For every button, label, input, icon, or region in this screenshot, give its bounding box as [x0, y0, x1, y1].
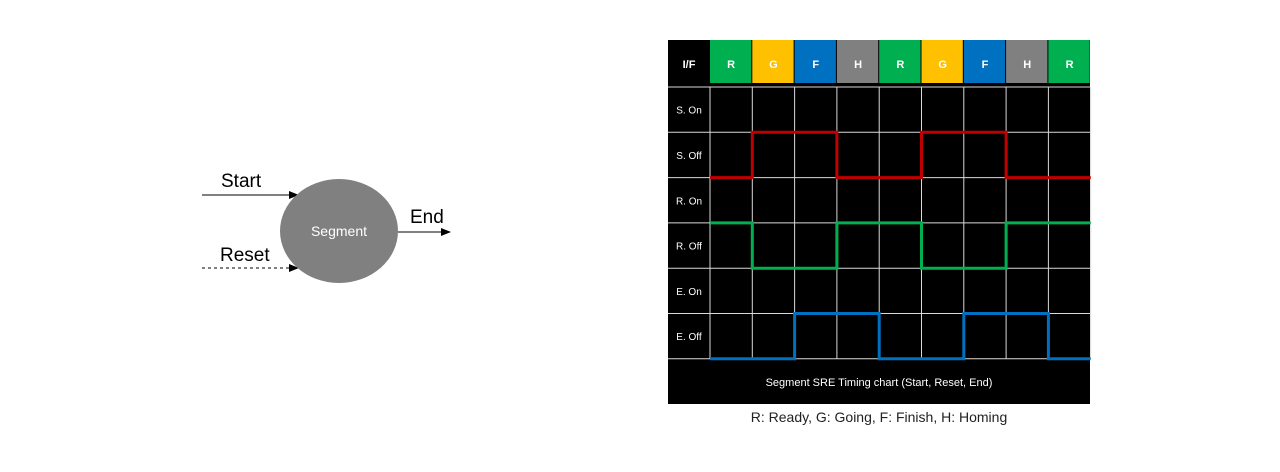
row-label-s-off: S. Off	[676, 150, 702, 162]
header-label-2: G	[769, 59, 778, 71]
row-label-e-off: E. Off	[676, 332, 702, 344]
state-legend: R: Ready, G: Going, F: Finish, H: Homing	[750, 409, 1008, 425]
header-label-8: H	[1023, 59, 1032, 71]
row-label-r-off: R. Off	[676, 241, 702, 253]
row-label-e-on: E. On	[676, 286, 702, 298]
reset-label: Reset	[220, 245, 270, 266]
timing-caption: Segment SRE Timing chart (Start, Reset, End)	[765, 377, 993, 389]
header-label-3: F	[812, 59, 820, 71]
end-label: End	[410, 207, 444, 228]
segment-node-label: Segment	[310, 223, 368, 239]
header-label-5: R	[896, 59, 905, 71]
header-label-1: R	[727, 59, 736, 71]
row-label-r-on: R. On	[675, 196, 703, 208]
timing-header	[710, 40, 1090, 83]
start-label: Start	[221, 171, 262, 192]
header-label-6: G	[938, 59, 947, 71]
row-label-s-on: S. On	[676, 105, 702, 117]
corner-label: I/F	[682, 59, 696, 71]
header-label-7: F	[981, 59, 989, 71]
timing-chart	[668, 40, 1091, 404]
header-label-4: H	[854, 59, 863, 71]
header-label-9: R	[1065, 59, 1074, 71]
segment-block-diagram	[202, 171, 450, 283]
